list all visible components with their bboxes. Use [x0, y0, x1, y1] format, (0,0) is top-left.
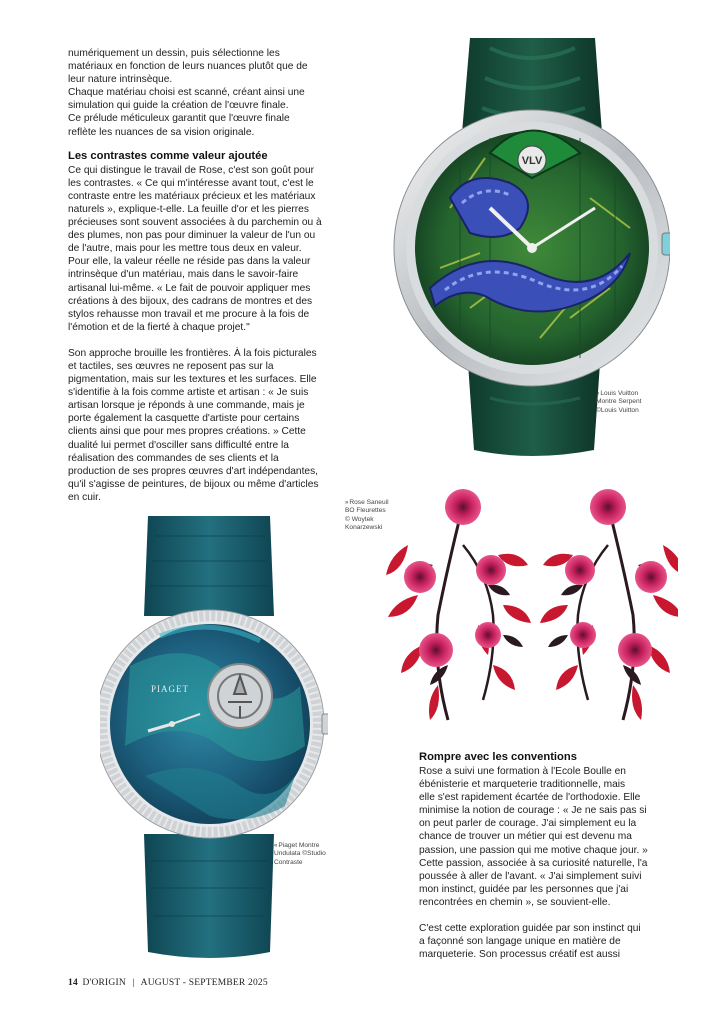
- page-footer: [68, 978, 268, 988]
- piaget-undulata-watch-image: [100, 516, 328, 960]
- caption-rose-saneuil: »Rose Saneuil BO Fleurettes © Woytek Konarzewski: [345, 499, 389, 532]
- right-text-column: [419, 750, 651, 961]
- para-1: numériquement un dessin, puis sélectionne les matériaux en fonction de leurs nuances plutôt que de leur nature intrinsèque.: [68, 48, 308, 86]
- fleurettes-earrings-image: [378, 485, 678, 735]
- issue-date: AUGUST - SEPTEMBER 2025: [140, 978, 268, 988]
- lv-logo: VLV: [521, 155, 543, 167]
- para-3: Ce prélude méticuleux garantit que l'œuvre finale reflète les nuances de sa vision originale.: [68, 113, 290, 138]
- caption-piaget: «Piaget Montre Undulata ©Studio Contraste: [274, 842, 326, 866]
- para-2: Chaque matériau choisi est scanné, créant ainsi une simulation qui guide la création de l'œuvre finale.: [68, 87, 305, 112]
- para-4: Ce qui distingue le travail de Rose, c'est son goût pour les contrastes. « Ce qui m'intéresse avant tout, c'est le contraste entre les matériaux précieux et les matériaux naturels », explique-t-elle. La feuille d'or et les pierres précieuses sont souvent associées à du parchemin ou à des plumes, non pas pour diminuer la valeur de l'un ou de l'autre, mais pour les mettre tous deux en valeur. Pour elle, la valeur réelle ne réside pas dans la valeur intrinsèque d'un matériau, mais dans le savoir-faire artisanal lui-même. « Le fait de pouvoir appliquer mes créations à des bijoux, des cadrans de montres et des stylos rehausse mon travail et me procure à la fois de l'émotion et de la fierté à chaque projet.": [68, 164, 322, 333]
- para-6: Rose a suivi une formation à l'Ecole Boulle en ébénisterie et marqueterie traditionnelle, mais elle s'est rapidement écartée de l'orthodoxie. Elle minimise la notion de courage : « Je ne sais pas si on peut parler de courage. J'ai simplement eu la chance de trouver un métier qui est devenu ma passion, une passion qui me motive chaque jour. » Cette passion, associée à sa curiosité naturelle, l'a poussée à aller de l'avant. « J'ai simplement suivi mon instinct, guidée par les personnes que j'ai rencontrées en chemin », se souvient-elle.: [419, 766, 648, 908]
- para-7: C'est cette exploration guidée par son instinct qui a façonné son langage unique en matière de marqueterie. Son processus créatif est aussi: [419, 923, 641, 961]
- para-5: Son approche brouille les frontières. À la fois picturales et tactiles, ses œuvres ne reposent pas sur la pigmentation, mais sur les textures et les surfaces. Elle s'identifie à la fois comme artiste et artisan : « Je suis artisan lorsque je réponds à une commande, mais je porte également la casquette d'artiste pour certains clients ainsi que pour mes propres créations. » Cette dualité lui permet d'osciller sans difficulté entre la réalisation des commandes de ses clients et la production de ses propres œuvres d'art indépendantes, qu'il s'agisse de peintures, de bijoux ou même d'articles en cuir.: [68, 347, 319, 503]
- magazine-name: D'ORIGIN: [82, 978, 126, 988]
- heading-contrasts: Les contrastes comme valeur ajoutée: [68, 149, 268, 162]
- footer-separator: |: [132, 978, 135, 988]
- left-text-column: [68, 47, 348, 504]
- caption-louis-vuitton: «Louis Vuitton Montre Serpent ©Louis Vuitton: [596, 390, 642, 414]
- piaget-logo: PIAGET: [151, 684, 189, 694]
- heading-conventions: Rompre avec les conventions: [419, 751, 577, 763]
- page-number: 14: [68, 978, 78, 988]
